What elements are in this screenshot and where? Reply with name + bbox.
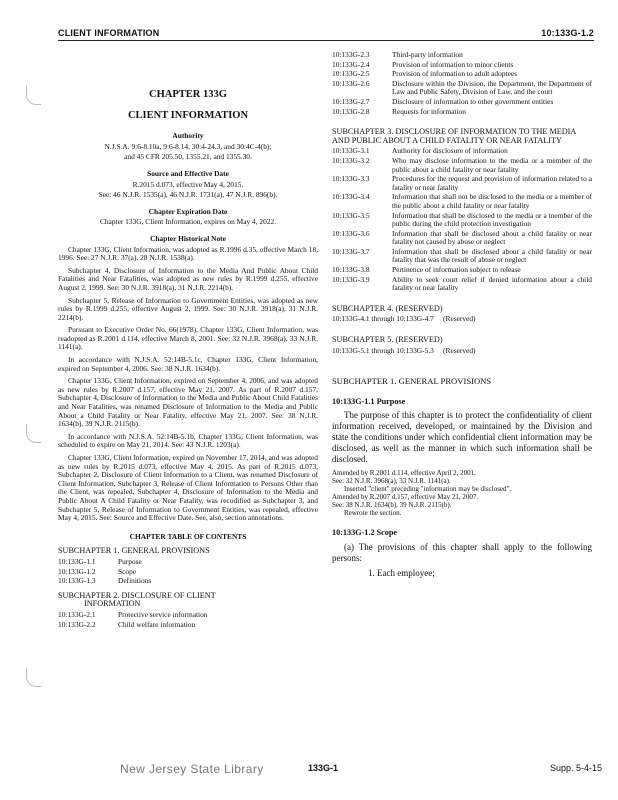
right-column: [332, 51, 592, 630]
toc-entry-number: 10:133G-3.3: [332, 174, 370, 184]
toc-entry-number: 10:133G-3.2: [332, 155, 370, 165]
scan-mark: [26, 86, 41, 105]
scan-mark: [26, 668, 41, 687]
toc-subchapter-4: SUBCHAPTER 4. (RESERVED): [332, 303, 443, 313]
toc-entry-title: Child welfare information: [118, 619, 196, 629]
page-number: 133G-1: [308, 763, 339, 773]
toc-entry-title: Authority for disclosure of information: [392, 146, 508, 156]
toc-entry-number: 10:133G-3.5: [332, 210, 370, 220]
expiration-heading: Chapter Expiration Date: [148, 206, 228, 216]
history-paragraph: Subchapter 4, Disclosure of Information to the Media And Public About Child Fatalities and Near Fatalities, was adopted as new rules by R.1999 d.255, effective August 2, 1999. See: 30 N.J.R. 3918(a), 31 N.J.R. 2214(b).: [58, 265, 318, 292]
scan-mark: [26, 424, 41, 443]
toc-entry-number: 10:133G-2.2: [58, 619, 96, 629]
toc-entry[interactable]: [332, 212, 592, 229]
toc-entry[interactable]: [332, 266, 592, 275]
source-line: R.2015 d.073, effective May 4, 2015.: [132, 179, 244, 189]
toc-entry-number: 10:133G-1.1: [58, 556, 96, 566]
history-paragraph: Chapter 133G, Client Information, expired on November 17, 2014, and was adopted as new rules by R.2015 d.073, effective May 4, 2015. As part of R.2015 d.073, Subchapter 2, Disclosure of Client Information to a Client, was renamed Disclosure of Client Information, Subchapter 3, Release of Client Information to Persons Other than the Client, was repealed, Subchapter 4, Disclosure of Information to the Media and Public About A Child Fatality or Near Fatality, was recodified as Subchapter 3, and Subchapter 5, Release of Information to Government Entities, was repealed, effective May 4, 2015. See: Source and Effective Date. See, also, section annotations.: [58, 453, 318, 523]
toc-entry-number: 10:133G-2.6: [332, 78, 370, 88]
history-note: Rewrote the section.: [344, 509, 402, 518]
toc-entry-title: Purpose: [118, 556, 142, 566]
history-note: Amended by R.2001 d.114, effective April 2, 2001.: [332, 469, 476, 478]
toc-entry-title: Disclosure of information to other government entities: [392, 96, 554, 106]
left-column: [58, 51, 318, 630]
toc-entry[interactable]: [332, 108, 592, 117]
toc-entry-number: 10:133G-1.3: [58, 576, 96, 586]
history-note: See: 32 N.J.R. 3968(a), 33 N.J.R. 1141(a).: [332, 477, 451, 486]
scope-paragraph: (a) The provisions of this chapter shall apply to the following persons:: [332, 542, 592, 563]
toc-entry[interactable]: [332, 230, 592, 247]
toc-entry-title: Information that shall be disclosed to the media or a member of the public during the child protection investigation: [392, 210, 592, 229]
toc-subchapter-5: SUBCHAPTER 5. (RESERVED): [332, 335, 443, 345]
supplement-date: Supp. 5-4-15: [550, 763, 603, 773]
toc-entry[interactable]: [332, 276, 592, 293]
toc-entry-number: 10:133G-3.1: [332, 146, 370, 156]
history-paragraph: Pursuant to Executive Order No. 66(1978), Chapter 133G, Client Information, was readopted as R.2001 d.114, effective March 8, 2001. See: 32 N.J.R. 3968(a), 33 N.J.R. 1141(a).: [58, 325, 318, 352]
toc-subchapter-1: SUBCHAPTER 1. GENERAL PROVISIONS: [58, 546, 210, 556]
toc-entry-number: 10:133G-2.4: [332, 59, 370, 69]
toc-entry[interactable]: [332, 175, 592, 192]
history-note: Amended by R.2007 d.157, effective May 21, 2007.: [332, 493, 479, 502]
toc-entry-title: Ability to seek court relief if denied information about a child fatality or near fatality: [392, 274, 592, 293]
scope-list-item: 1. Each employee;: [368, 568, 435, 578]
history-paragraph: Subchapter 5, Release of Information to Government Entities, was adopted as new rules by R.1999 d.255, effective August 2, 1999. See: 30 N.J.R. 3918(a), 31 N.J.R. 2214(b).: [58, 295, 318, 322]
toc-entry-title: Requests for information: [392, 106, 466, 116]
running-header: [58, 28, 594, 41]
toc-entry-title: Who may disclose information to the media or a member of the public about a child fatality or near fatality: [392, 155, 592, 174]
toc-entry[interactable]: [332, 193, 592, 210]
toc-entry[interactable]: [58, 568, 318, 577]
authority-heading: Authority: [172, 131, 204, 141]
toc-entry-title: Procedures for the request and provision of information related to a fatality or near fatality: [392, 174, 592, 192]
toc-entry[interactable]: [58, 621, 318, 630]
history-heading: Chapter Historical Note: [150, 233, 226, 243]
history-note: See: 38 N.J.R. 1634(b), 39 N.J.R. 2115(b).: [332, 501, 452, 510]
toc-entry-title: Information that shall not be disclosed to the media or a member of the public about a child fatality or near fatality: [392, 192, 592, 210]
toc-entry-title: Definitions: [118, 576, 152, 586]
history-paragraph: In accordance with N.J.S.A. 52:14B-5.1c, Chapter 133G, Client Information, expired on September 4, 2006. See: 38 N.J.R. 1634(b).: [58, 355, 318, 373]
toc-subchapter-2: [58, 592, 318, 609]
toc-entry-number: 10:133G-2.3: [332, 50, 370, 59]
toc-entry[interactable]: [58, 558, 318, 567]
section-heading-scope: 10:133G-1.2 Scope: [332, 528, 398, 538]
history-paragraph: Chapter 133G, Client Information, was adopted as R.1996 d.35, effective March 18, 1996. See: 27 N.J.R. 37(a), 28 N.J.R. 1538(a).: [58, 244, 318, 263]
toc-entry-number: 10:133G-1.2: [58, 566, 96, 576]
purpose-paragraph: The purpose of this chapter is to protect the confidentiality of client information received, developed, or maintained by the Division and state the conditions under which confidential client information may be disclosed, as well as the manner in which such information shall be disclosed.: [332, 410, 592, 465]
toc-entry[interactable]: [332, 98, 592, 107]
header-right: 10:133G-1.2: [541, 28, 594, 38]
toc-entry[interactable]: [332, 80, 592, 97]
expiration-line: Chapter 133G, Client Information, expires on May 4, 2022.: [99, 217, 277, 227]
toc-entry-number: 10:133G-2.7: [332, 96, 370, 106]
chapter-title: CLIENT INFORMATION: [127, 109, 249, 121]
toc-entry-title: Third-party information: [392, 50, 463, 59]
toc-entry-title: Information that shall be disclosed about a child fatality or near fatality not caused by abuse or neglect: [392, 228, 592, 247]
toc-entry-number: 10:133G-3.6: [332, 228, 370, 238]
source-line: See: 46 N.J.R. 1535(a), 46 N.J.R. 1731(a), 47 N.J.R. 896(b).: [98, 190, 278, 200]
toc-reserved-line: 10:133G-4.1 through 10:133G-4.7 (Reserved): [332, 314, 476, 324]
toc-entry[interactable]: [332, 51, 592, 60]
toc-entry[interactable]: [332, 157, 592, 174]
toc-entry-title: Scope: [118, 566, 137, 576]
toc-entry[interactable]: [332, 147, 592, 156]
toc-entry-title: Protective service information: [118, 609, 208, 619]
toc-heading: CHAPTER TABLE OF CONTENTS: [129, 531, 247, 541]
toc-entry-title: Information that shall be disclosed about a child fatality or near fatality that was the result of abuse or neglect: [392, 246, 592, 265]
header-left: CLIENT INFORMATION: [58, 28, 160, 38]
toc-entry-number: 10:133G-2.5: [332, 69, 370, 79]
toc-entry-number: 10:133G-3.4: [332, 192, 370, 202]
authority-line: and 45 CFR 205.50, 1355.21, and 1355.30.: [124, 152, 252, 162]
toc-subchapter-3: SUBCHAPTER 3. DISCLOSURE OF INFORMATION TO THE MEDIA AND PUBLIC ABOUT A CHILD FATALITY OR NEAR FATALITY: [332, 127, 576, 145]
toc-entry[interactable]: [58, 577, 318, 586]
toc-entry-number: 10:133G-2.8: [332, 106, 370, 116]
history-paragraph: Chapter 133G, Client Information, expired on September 4, 2006, and was adopted as new rules by R.2007 d.157, effective May 21, 2007. As part of R.2007 d.157, Subchapter 4, Disclosure of Information to the Media and Public About Child Fatalities and Near Fatalities, was renamed Disclosure of Information to the Media and Public About a Child Fatality or Near Fatality, effective May 21, 2007. See: 38 N.J.R. 1634(b), 39 N.J.R. 2115(b).: [58, 376, 318, 429]
toc-entry-number: 10:133G-3.8: [332, 265, 370, 275]
source-heading: Source and Effective Date: [147, 168, 229, 178]
toc-entry[interactable]: [332, 61, 592, 70]
chapter-number: CHAPTER 133G: [149, 89, 227, 100]
toc-entry-number: 10:133G-3.9: [332, 274, 370, 284]
toc-subchapter-2-line1: SUBCHAPTER 2. DISCLOSURE OF CLIENT: [58, 590, 216, 600]
toc-entry[interactable]: [332, 248, 592, 265]
authority-line: N.J.S.A. 9:6-8.10a, 9:6-8.14, 30:4-24.3, and 30:4C-4(b);: [104, 141, 272, 151]
toc-entry-title: Provision of information to minor clients: [392, 59, 514, 69]
toc-entry-title: Disclosure within the Division, the Department, the Department of Law and Public Safety, Division of Law, and the court: [392, 78, 592, 97]
toc-entry[interactable]: [58, 611, 318, 620]
body-subchapter-heading: SUBCHAPTER 1. GENERAL PROVISIONS: [332, 376, 492, 387]
history-note: Inserted "client" preceding "information may be disclosed".: [344, 485, 512, 494]
history-paragraph: In accordance with N.J.S.A. 52:14B-5.1b, Chapter 133G, Client Information, was scheduled to expire on May 21, 2014. See: 43 N.J.R. 1203(a).: [58, 431, 318, 450]
section-heading-purpose: 10:133G-1.1 Purpose: [332, 396, 406, 406]
toc-entry-number: 10:133G-2.1: [58, 609, 96, 619]
library-watermark: New Jersey State Library: [120, 762, 264, 776]
toc-subchapter-2-line2: INFORMATION: [84, 599, 141, 609]
toc-reserved-line: 10:133G-5.1 through 10:133G-5.3 (Reserved): [332, 345, 476, 355]
toc-entry-title: Provision of information to adult adoptees: [392, 69, 518, 79]
toc-entry-title: Pertinence of information subject to release: [392, 265, 521, 275]
toc-entry[interactable]: [332, 70, 592, 79]
toc-entry-number: 10:133G-3.7: [332, 246, 370, 256]
page-footer: [0, 760, 618, 780]
